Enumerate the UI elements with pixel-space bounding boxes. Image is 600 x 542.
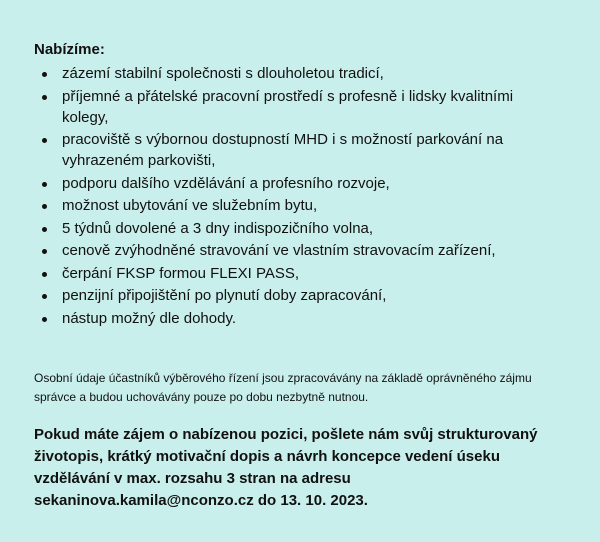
bullet-icon xyxy=(42,72,47,77)
bullet-icon xyxy=(42,227,47,232)
list-item-text: penzijní připojištění po plynutí doby zapracování, xyxy=(62,287,387,304)
list-item xyxy=(34,218,566,239)
bullet-icon xyxy=(42,182,47,187)
list-item-text: příjemné a přátelské pracovní prostředí s profesně i lidsky kvalitními kolegy, xyxy=(62,87,514,126)
list-item-text: čerpání FKSP formou FLEXI PASS, xyxy=(62,264,300,282)
list-item-text: nástup možný dle dohody. xyxy=(62,309,237,327)
bullet-icon xyxy=(42,204,47,209)
list-item xyxy=(34,129,566,171)
list-item-text: zázemí stabilní společnosti s dlouholetou tradicí, xyxy=(62,65,384,82)
bullet-icon xyxy=(42,294,47,299)
list-item xyxy=(34,263,566,284)
bullet-icon xyxy=(42,138,47,143)
bullet-icon xyxy=(42,272,47,277)
offer-heading: Nabízíme: xyxy=(34,41,105,58)
list-item xyxy=(34,86,566,128)
bullet-icon xyxy=(42,95,47,100)
bullet-icon xyxy=(42,249,47,254)
list-item xyxy=(34,285,566,306)
list-item xyxy=(34,63,566,84)
call-to-action: Pokud máte zájem o nabízenou pozici, pošlete nám svůj strukturovaný životopis, krátký motivační dopis a návrh koncepce vedení úseku vzdělávání v max. rozsahu 3 stran na adresu sekaninova.kamila@nconzo.cz do 13. 10. 2023. xyxy=(34,425,538,509)
list-item xyxy=(34,195,566,216)
list-item-text: možnost ubytování ve služebním bytu, xyxy=(62,197,318,214)
list-item xyxy=(34,173,566,194)
list-item-text: pracoviště s výbornou dostupností MHD i s možností parkování na vyhrazeném parkovišti, xyxy=(62,131,504,169)
list-item-text: podporu dalšího vzdělávání a profesního rozvoje, xyxy=(62,174,390,192)
list-item-text: cenově zvýhodněné stravování ve vlastním stravovacím zařízení, xyxy=(62,242,496,259)
list-item xyxy=(34,240,566,261)
bullet-icon xyxy=(42,317,47,322)
list-item-text: 5 týdnů dovolené a 3 dny indispozičního volna, xyxy=(62,219,374,237)
benefits-list xyxy=(34,63,566,329)
privacy-note: Osobní údaje účastníků výběrového řízení jsou zpracovávány na základě oprávněného zájmu správce a budou uchovávány pouze po dobu nezbytně nutnou. xyxy=(34,370,532,404)
list-item xyxy=(34,308,566,329)
